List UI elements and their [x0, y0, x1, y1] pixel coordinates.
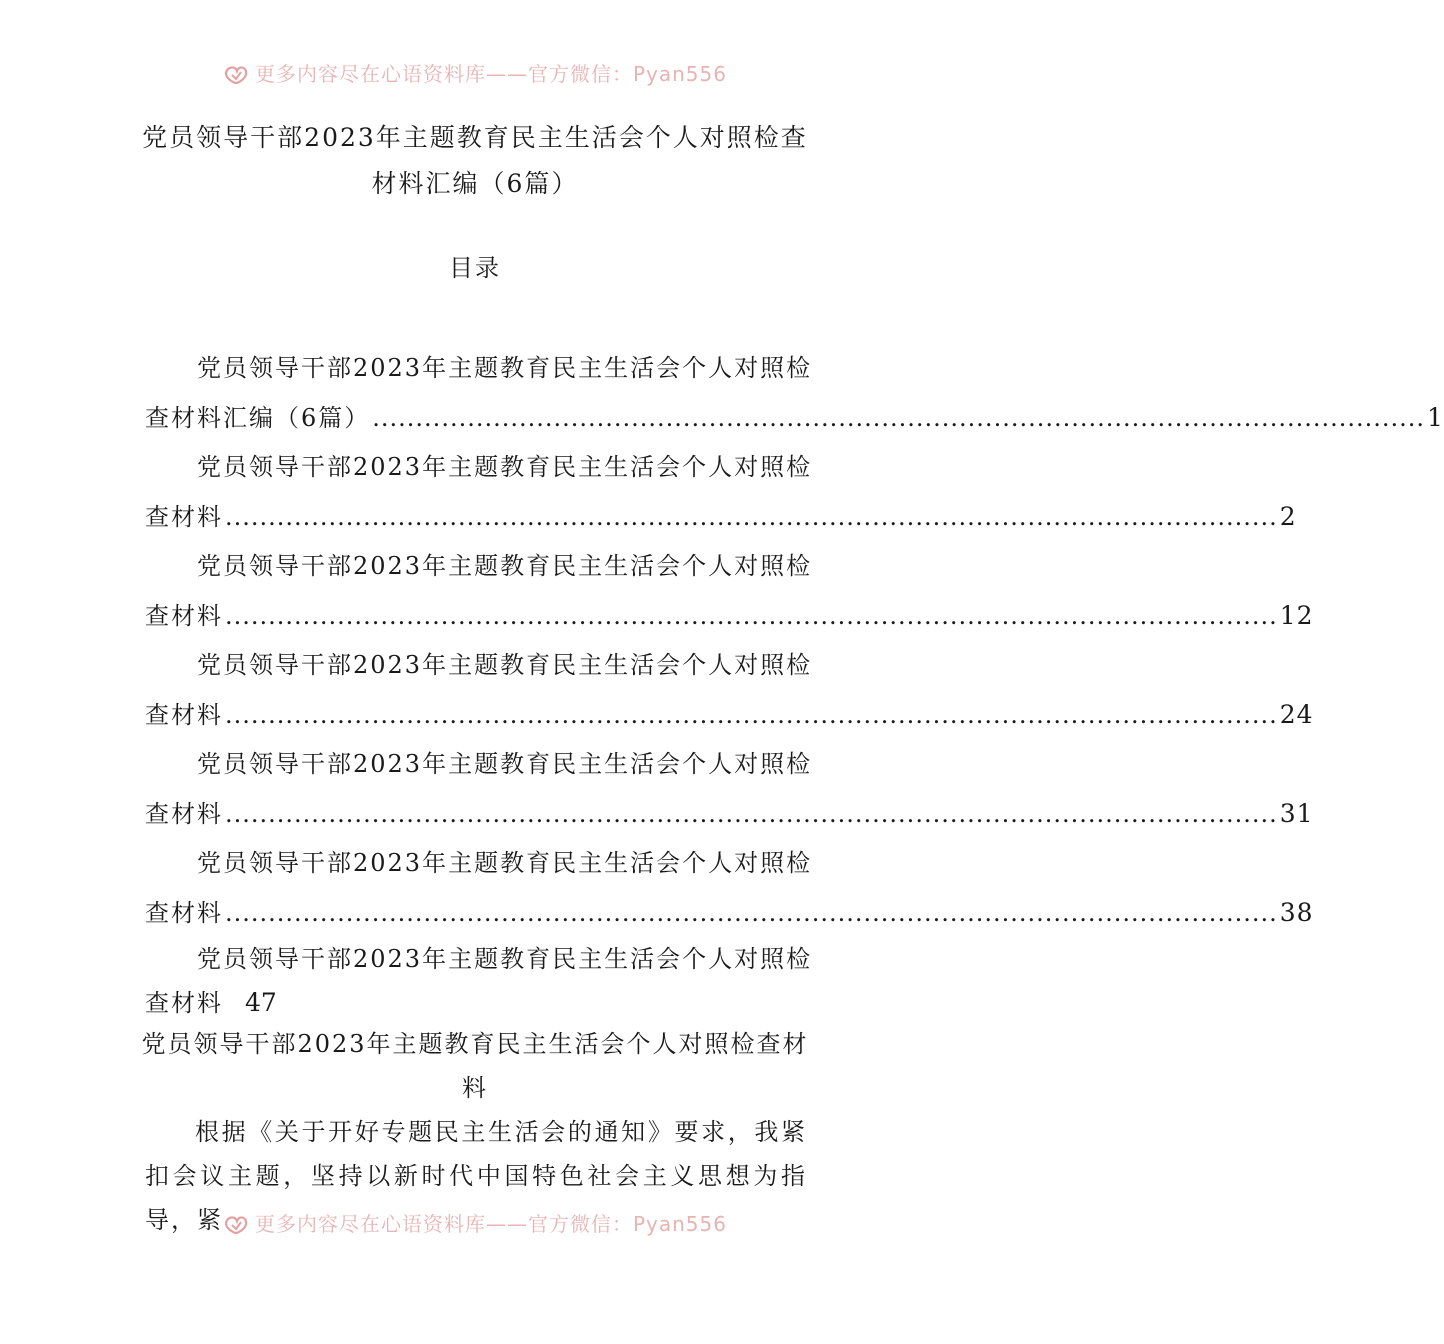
toc-entry-title-cont: 查材料 — [145, 701, 223, 729]
watermark-text: 更多内容尽在心语资料库——官方微信：Pyan556 — [254, 1212, 727, 1236]
toc-leader-dots: .......................................................................................................................... — [225, 701, 1278, 729]
toc-page-number: 1 — [1427, 403, 1444, 432]
toc-entry-title-cont: 查材料汇编（6篇） — [145, 404, 371, 432]
toc-leader-dots: .......................................................................................................................... — [225, 602, 1278, 630]
toc-page-number: 38 — [1279, 898, 1314, 927]
toc-leader-dots: .......................................................................................................................... — [225, 503, 1278, 531]
body-paragraph: 根据《关于开好专题民主生活会的通知》要求，我紧扣会议主题，坚持以新时代中国特色社会主义思想为指导，紧 — [145, 1118, 807, 1234]
watermark-top — [0, 58, 950, 87]
toc-entry-title: 党员领导干部2023年主题教育民主生活会个人对照检 — [197, 750, 813, 778]
toc-entry[interactable] — [145, 343, 1444, 442]
toc-leader-dots: .......................................................................................................................... — [225, 899, 1278, 927]
toc-entry[interactable] — [145, 640, 1314, 739]
toc-page-number: 2 — [1279, 502, 1297, 531]
toc-page-number: 47 — [245, 988, 277, 1017]
toc-entry-title: 党员领导干部2023年主题教育民主生活会个人对照检 — [197, 945, 813, 973]
toc-heading: 目录 — [449, 254, 501, 282]
toc-entry[interactable] — [145, 937, 813, 1025]
watermark-logo-icon — [223, 63, 249, 85]
toc-entry-title-cont: 查材料 — [145, 899, 223, 927]
watermark-bottom — [0, 1208, 950, 1237]
watermark-text: 更多内容尽在心语资料库——官方微信：Pyan556 — [254, 62, 727, 86]
toc-entry[interactable] — [145, 541, 1314, 640]
toc-entry-title-cont: 查材料 — [145, 800, 223, 828]
toc-entry-title: 党员领导干部2023年主题教育民主生活会个人对照检 — [197, 354, 813, 382]
toc-entry[interactable] — [145, 838, 1314, 937]
section-title: 党员领导干部2023年主题教育民主生活会个人对照检查材料 — [141, 1030, 809, 1102]
toc-page-number: 24 — [1279, 700, 1314, 729]
toc-entry[interactable] — [145, 442, 1297, 541]
toc-entry-title: 党员领导干部2023年主题教育民主生活会个人对照检 — [197, 453, 813, 481]
toc-leader-dots: .......................................................................................................................... — [225, 800, 1278, 828]
table-of-contents — [145, 343, 1444, 1025]
toc-entry-title: 党员领导干部2023年主题教育民主生活会个人对照检 — [197, 552, 813, 580]
toc-leader-dots: .......................................................................................................................... — [372, 404, 1426, 432]
toc-entry-title-cont: 查材料 — [145, 503, 223, 531]
toc-entry-title-cont: 查材料 — [145, 602, 223, 630]
document-title: 党员领导干部2023年主题教育民主生活会个人对照检查材料汇编（6篇） — [142, 123, 808, 198]
toc-page-number: 31 — [1279, 799, 1314, 828]
toc-entry-title-cont: 查材料 — [145, 989, 223, 1017]
toc-entry[interactable] — [145, 739, 1314, 838]
toc-entry-title: 党员领导干部2023年主题教育民主生活会个人对照检 — [197, 849, 813, 877]
toc-page-number: 12 — [1279, 601, 1314, 630]
watermark-logo-icon — [223, 1213, 249, 1235]
toc-entry-title: 党员领导干部2023年主题教育民主生活会个人对照检 — [197, 651, 813, 679]
